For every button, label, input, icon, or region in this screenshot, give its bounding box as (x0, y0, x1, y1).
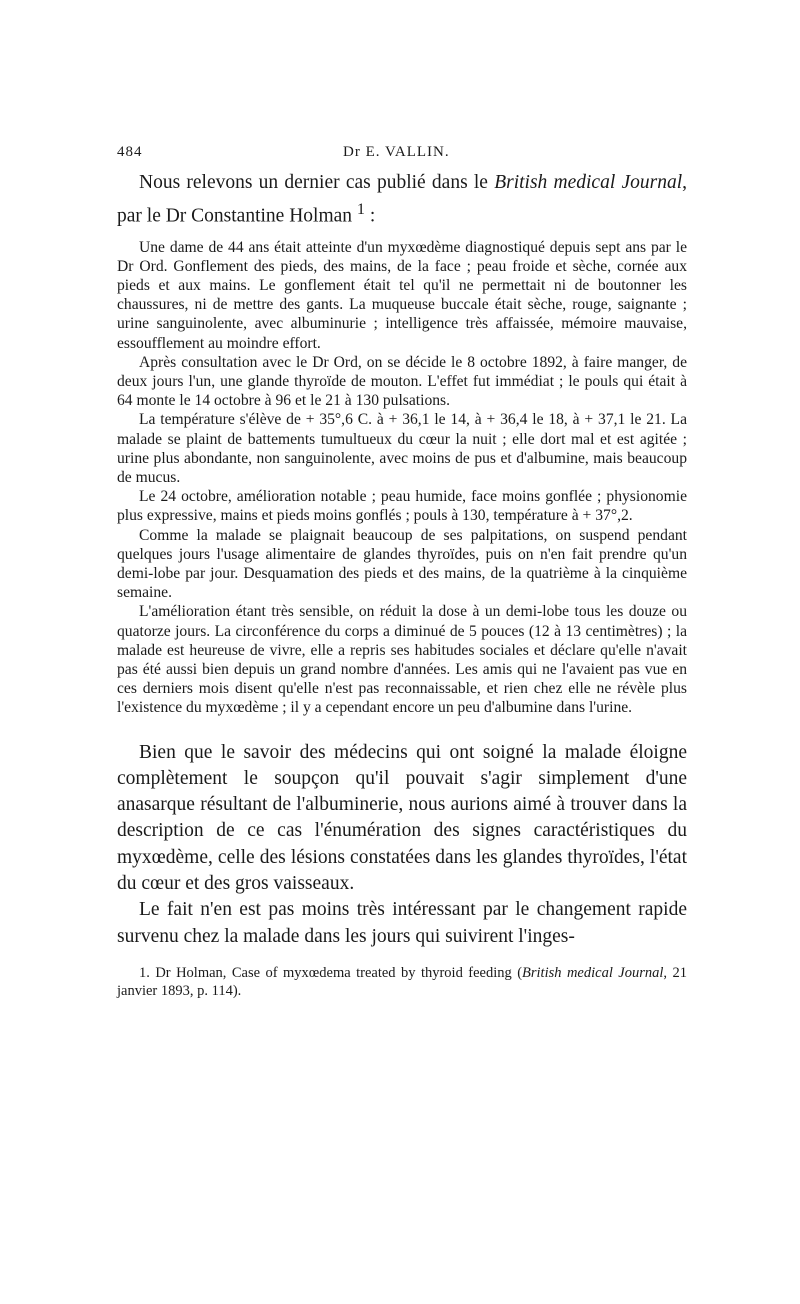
footnote-ref: 1 (356, 200, 366, 218)
case-quote (117, 238, 687, 718)
quote-paragraph: Après consultation avec le Dr Ord, on se décide le 8 octobre 1892, à faire manger, de deux jours l'un, une glande thyroïde de mouton. L'effet fut immédiat ; le pouls qui était à 64 monte le 14 octobre à 96 et le 21 à 130 pulsations. (117, 353, 687, 410)
book-page (117, 140, 687, 1015)
footnote-text-end: , 21 janvier 1893, p. 114). (117, 964, 687, 1000)
quote-paragraph: Comme la malade se plaignait beaucoup de ses palpitations, on suspend pendant quelques jours l'usage alimentaire de glandes thyroïdes, puis on n'en fait prendre qu'un demi-lobe par jour. Desquamation des pieds et des mains, de la quatrième à la cinquième semaine. (117, 526, 687, 602)
body-paragraph: Bien que le savoir des médecins qui ont soigné la malade éloigne complètement le soupçon qu'il pouvait s'agir simplement d'une anasarque résultant de l'albuminerie, nous aurions aimé à trouver dans la description de ce cas l'énumération des signes caractéristiques du myxœdème, celle des lésions constatées dans les glandes thyroïdes, l'état du cœur et des gros vaisseaux. (117, 741, 687, 895)
quote-paragraph: La température s'élève de + 35°,6 C. à + 36,1 le 14, à + 36,4 le 18, à + 37,1 le 21. La malade se plaint de battements tumultueux du cœur la nuit ; elle dort mal et est agitée ; urine plus abondante, non sanguinolente, avec moins de pus et d'albumine, mais beaucoup de mucus. (117, 411, 687, 486)
quote-paragraph: Le 24 octobre, amélioration notable ; peau humide, face moins gonflée ; physionomie plus expressive, mains et pieds moins gonflés ; pouls à 130, température à + 37°,2. (117, 488, 687, 525)
footnote (117, 964, 687, 1001)
footnote-journal: British medical Journal (522, 964, 664, 981)
intro-paragraph (117, 170, 687, 230)
page-number: 484 (117, 144, 143, 160)
intro-text: Nous relevons un dernier cas publié dans le (139, 172, 495, 193)
journal-title: British medical Journal (494, 172, 683, 193)
footnote-text: 1. Dr Holman, Case of myxœdema treated by thyroid feeding ( (139, 964, 523, 981)
quote-paragraph: Une dame de 44 ans était atteinte d'un myxœdème diagnostiqué depuis sept ans par le Dr Ord. Gonflement des pieds, des mains, de la face ; peau froide et sèche, cornée aux pieds et aux mains. Le gonflement était tel qu'il ne permettait ni de boutonner les chaussures, ni de mettre des gants. La muqueuse buccale était sèche, rouge, saignante ; urine sanguinolente, avec albuminurie ; intelligence très affaissée, mémoire mauvaise, essoufflement au moindre effort. (117, 238, 687, 352)
intro-text-after: , par le Dr Constantine Holman (117, 172, 688, 227)
running-header (117, 140, 687, 166)
intro-colon: : (365, 205, 376, 227)
main-text (117, 740, 687, 950)
quote-paragraph: L'amélioration étant très sensible, on réduit la dose à un demi-lobe tous les douze ou quatorze jours. La circonférence du corps a diminué de 5 pouces (12 à 13 centimètres) ; la malade est heureuse de vivre, elle a repris ses habitudes sociales et déclare qu'elle n'avait pas été aussi bien depuis un grand nombre d'années. Les amis qui ne l'avaient pas vue en ces derniers mois disent qu'elle n'est pas reconnaissable, et rien chez elle ne révèle plus l'existence du myxœdème ; il y a cependant encore un peu d'albumine dans l'urine. (117, 603, 687, 717)
running-title: Dr E. VALLIN. (343, 144, 450, 160)
body-paragraph: Le fait n'en est pas moins très intéressant par le changement rapide survenu chez la malade dans les jours qui suivirent l'inges- (117, 899, 687, 947)
